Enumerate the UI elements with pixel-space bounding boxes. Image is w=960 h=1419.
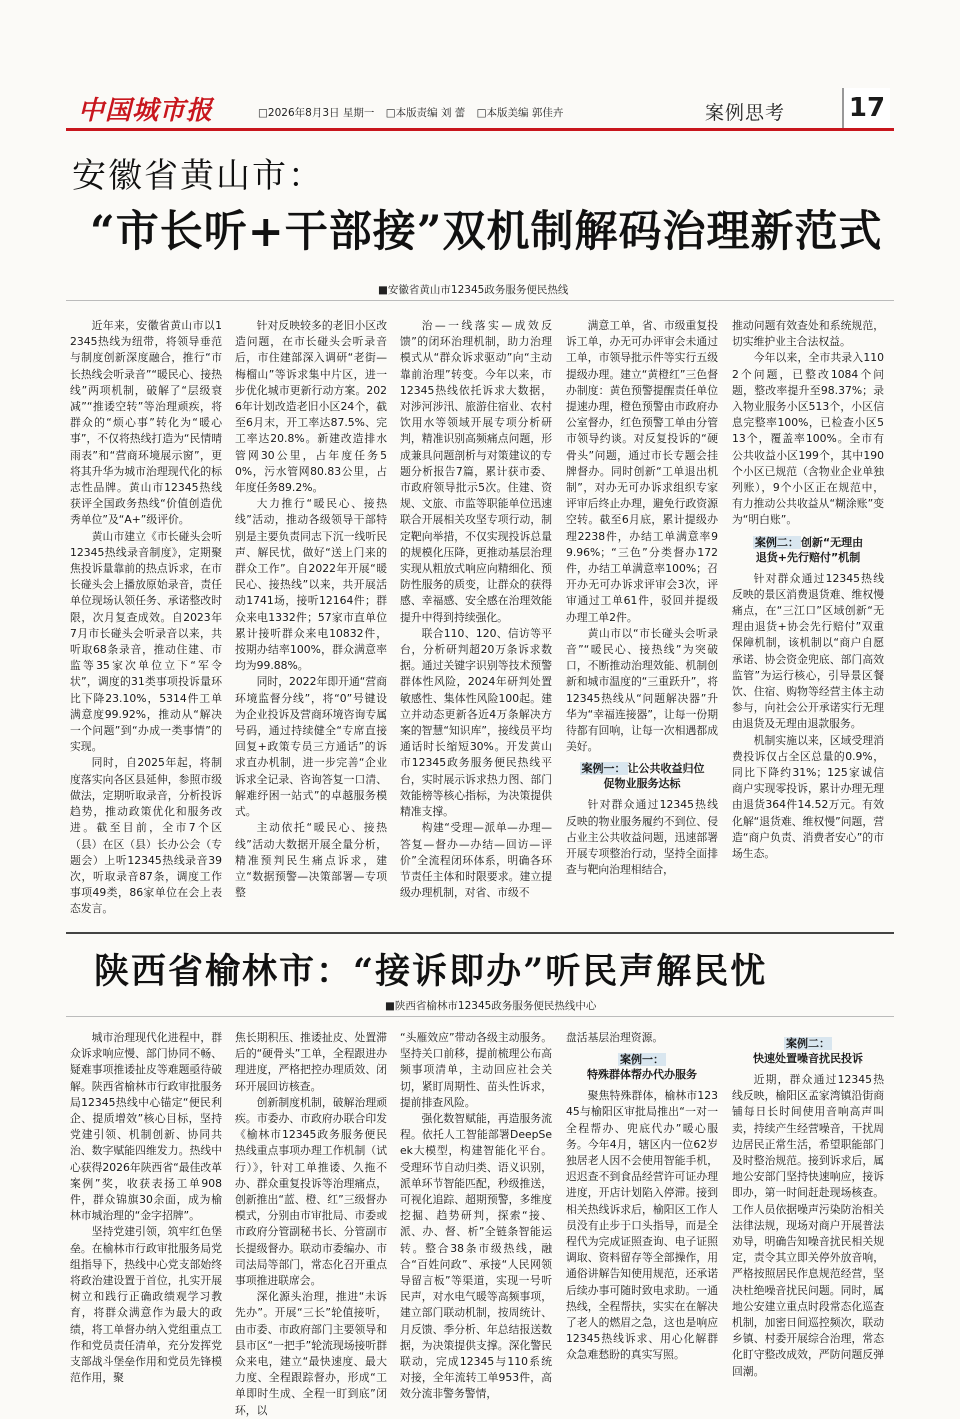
paragraph: 联合110、120、信访等平台，分析研判超20万条诉求数据。通过关键字识别等技术预警群体性风险，2024年研判处置敏感性、集体性风险100起。建立并动态更新各近4万条解决方案的智慧“知识库”，接线员平均通话时长缩短30%。开发黄山市12345政务服务便民热线平台，实时展示诉求热力图、部门效能榜等核心指标，为决策提供精准支撑。 [400,626,552,819]
article1-column-2 [235,318,387,923]
a2-case2-title: 快速处置噪音扰民投诉 [753,1052,863,1065]
paragraph: 构建“受理—派单—办理—答复—督办—办结—回访—评价”全流程闭环体系，明确各环节责任主体和时限要求。建立提级办理机制，对省、市级不 [400,821,552,900]
paragraph: 大力推行“暖民心、接热线”活动，推动各级领导干部特别是主要负责同志下沉一线听民声、解民忧，做好“送上门来的群众工作”。自2022年开展“暖民心、接热线”以来，共开展活动1741场，接听12164件；群众来电1332件；57家市直单位累计接听群众来电10832件，按期办结率100%，群众满意率均为99.88%。 [235,497,387,673]
paragraph: 深化源头治理，推进“未诉先办”。开展“三长”轮值接听，由市委、市政府部门主要领导和县市区“一把手”轮流现场接听群众来电，建立“最快速度、最大力度、全程跟踪督办，形成“工单即时生成、全程一盯到底”闭环，以 [235,1290,387,1417]
page-designer: □本版美编 郭佳卉 [476,107,564,119]
case1-title-b: 促物业服务达标 [603,777,681,791]
case2-title-a: 创新“无理由 [800,535,864,549]
paragraph: 推动问题有效查处和系统规范，切实维护业主合法权益。 [732,319,884,349]
case1-tag: 案例一： [581,762,626,776]
paragraph: 近期，群众通过12345热线反映，榆阳区孟家湾镇沿街商铺每日长时间使用音响高声叫卖，持续产生经营噪音，干扰周边居民正常生活，希望职能部门及时整治规范。接到诉求后，属地公安部门坚持快速响应，接诉即办，第一时间赶赴现场核查。工作人员依据噪声污染防治相关法律法规，现场对商户开展普法劝导，明确告知噪音扰民相关规定，责令其立即关停外放音响，严格按照居民作息规范经营，坚决杜绝噪音扰民问题。同时，属地公安建立重点时段常态化巡查机制，加密日间巡控频次，联动乡镇、村委开展综合治理，常态化盯守整改成效，严防问题反弹回潮。 [732,1073,884,1378]
article1-column-5 [732,318,884,923]
issue-date: □2026年8月3日 星期一 [258,107,375,119]
paragraph: 针对群众通过12345热线反映的物业服务履约不到位、侵占业主公共收益问题，迅速部署开展专项整治行动，坚持全面排查与靶向治理相结合， [566,798,718,877]
paragraph: 城市治理现代化进程中，群众诉求响应慢、部门协同不畅、疑难事项推诿扯皮等难题亟待破解。陕西省榆林市行政审批服务局12345热线中心锚定“便民利企、提质增效”核心目标，坚持党建引领、机制创新、协同共治、数字赋能四维发力。热线中心获得2026年陕西省“最佳改革案例”奖，收获表扬工单908件，群众锦旗30余面，成为榆林市城治理的“金字招牌”。 [70,1031,222,1223]
paragraph: “头雁效应”带动各级主动服务。坚持关口前移，提前梳理公布高频事项清单，主动回应社会关切，紧盯周期性、苗头性诉求，提前排查风险。 [400,1031,552,1109]
article2-headline: 陕西省榆林市：“接诉即办”听民声解民忧 [94,951,768,992]
paragraph: 治—一线落实—成效反馈”的闭环治理机制，助力治理模式从“群众诉求驱动”向“主动靠前治理”转变。今年以来，市12345热线依托诉求大数据，对涉河涉汛、旅游住宿业、农村饮用水等领域开展专项分析研判，精准识别高频痛点问题，形成兼具问题剖析与对策建议的专题分析报告7篇，累计获市委、市政府领导批示5次。住建、资规、文旅、市监等职能单位迅速联合开展相关攻坚专项行动，制定靶向举措，不仅实现投诉总量的规模化压降，更推动基层治理实现从粗放式响应向精细化、预防性服务的质变，让群众的获得感、幸福感、安全感在治理效能提升中得到持续强化。 [400,319,552,624]
newspaper-logo: 中国城市报 [78,96,214,126]
section-title: 案例思考 [705,102,786,124]
paragraph: 黄山市建立《市长碰头会听12345热线录音制度》，定期聚焦投诉量靠前的热点诉求，在市长碰头会上播放原始录音，责任单位现场认领任务、承诺整改时限，次月复查成效。自2023年7月市长碰头会听录音以来，共听取68条录音，推动住建、市监等35家次单位立下“军令状”，调度的31类事项投诉量环比下降23.10%，5314件工单满意度99.92%，推动从“解决一个问题”到“办成一类事情”的实现。 [70,529,222,754]
article-divider [66,932,894,934]
page-number: 17 [842,88,890,128]
paragraph: 主动依托“暖民心、接热线”活动大数据开展全量分析，精准预判民生痛点诉求，建立“数据预警—决策部署—专项整 [235,821,387,900]
article1-column-1 [70,318,222,923]
paragraph: 今年以来，全市共录入1102个问题，已整改1084个问题，整改率提升至98.37%；录入物业服务小区513个，小区信息完整率100%，已检查小区513个，覆盖率100%。全市有公共收益小区199个，其中190个小区已规范（含物业企业单独列账），9个小区正在规范中，有力推动公共收益从“糊涂账”变为“明白账”。 [732,351,884,527]
article1-column-3 [400,318,552,923]
paragraph: 同时，自2025年起，将制度落实向各区县延伸，参照市级做法，定期听取录音，分析投诉趋势，推动政策优化和服务改进。截至目前，全市7个区（县）在区（县）长办公会（专题会）上听12345热线录音39次，听取录音87条，调度工作事项49类，86家单位在会上表态发言。 [70,756,222,916]
paragraph: 机制实施以来，区域受理消费投诉仅占全区总量的0.9%，同比下降约31%；125家诚信商户实现零投诉，累计办理无理由退货364件14.52万元。有效化解“退货难、维权慢”问题，营造“商户负责、消费者安心”的市场生态。 [732,733,884,861]
article1-kicker: 安徽省黄山市： [72,156,324,196]
paragraph: 焦长期积压、推诿扯皮、处置滞后的“硬骨头”工单，全程跟进办理进度，严格把控办理质效、闭环开展回访核查。 [235,1031,387,1093]
article1-column-4 [566,318,718,923]
a2-case2-tag: 案例二： [786,1037,830,1050]
paragraph: 针对群众通过12345热线反映的景区消费退货难、维权慢痛点，在“三江口”区域创新“无理由退货+协会先行赔付”双重保障机制，该机制以“商户自愿承诺、协会资金兜底、部门高效监管”为运行核心，引导景区餐饮、住宿、购物等经营主体主动参与，向社会公开承诺实行无理由退货及无理由退款服务。 [732,571,884,731]
article2-byline: ■陕西省榆林市12345政务服务便民热线中心 [385,1000,597,1012]
paragraph: 同时，2022年即开通“营商环境监督分线”，将“0”号键设为企业投诉及营商环境咨询专属号码，通过持续健全“专席直接回复+政策专员三方通话”的诉求直办机制，进一步完善“企业诉求全记录、咨询答复一口清、解难纾困一站式”的卓越服务模式。 [235,675,387,819]
page-editor: □本版责编 刘 蕾 [385,107,466,119]
issue-meta [258,105,571,120]
article2-column-5 [732,1030,884,1378]
paragraph: 盘活基层治理资源。 [566,1031,664,1044]
case2-title-b: 退货+先行赔付”机制 [755,550,861,564]
paragraph: 聚焦特殊群体，榆林市12345与榆阳区审批局推出“一对一全程帮办、兜底代办”暖心服务。今年4月，辖区内一位62岁独居老人因不会使用智能手机，迟迟查不到食品经营许可证办理进度，开店计划陷入停滞。接到相关热线诉求后，榆阳区工作人员没有止步于口头指导，而是全程代为完成证照查询、电子证照调取、资料留存等全部操作，用通俗讲解告知使用规范，还承诺后续办事可随时致电求助。一通热线，全程帮扶，实实在在解决了老人的燃眉之急，这也是响应12345热线诉求、用心化解群众急难愁盼的真实写照。 [566,1089,718,1362]
article2-column-4 [566,1030,718,1362]
paragraph: 针对反映较多的老旧小区改造问题，在市长碰头会听录音后，市住建部深入调研“老街—梅榴山”等诉求集中片区，进一步优化城市更新行动方案。2026年计划改造老旧小区24个，截至6月末，开工率达87.5%、完工率达20.8%。新建改造排水管网30公里，占年度任务50%，污水管网80.83公里，占年度任务89.2%。 [235,319,387,495]
case2-subheading [732,535,884,565]
masthead [0,0,960,130]
case1-subheading [566,761,718,791]
paragraph: 黄山市以“市长碰头会听录音”“暖民心、接热线”为突破口，不断推动治理效能、机制创新和城市温度的“三重跃升”，将12345热线从“问题解决器”升华为“幸福连接器”，让每一份期待都有回响，让每一次相遇都成美好。 [566,626,718,754]
case1-title-a: 让公共收益归位 [627,762,705,776]
a2-case1-title: 特殊群体帮办代办服务 [587,1068,697,1082]
article2-column-1 [70,1030,222,1385]
paragraph: 满意工单，省、市级重复投诉工单，办无可办评审会未通过工单，市领导批示件等实行五级提级办理。建立“黄橙红”三色督办制度：黄色预警提醒责任单位提速办理，橙色预警由市政府办公室督办，红色预警工单由分管市领导约谈。对反复投诉的“硬骨头”问题，通过市长专题会挂牌督办。同时创新“工单退出机制”，对办无可办诉求组织专家评审后终止办理，避免行政资源空转。截至6月底，累计提级办理2238件，办结工单满意率99.96%；“三色”分类督办172件，办结工单满意率100%；召开办无可办诉求评审会3次，评审通过工单61件，驳回并提级办理工单2件。 [566,319,718,624]
a2-case1-tag: 案例一： [620,1053,664,1067]
article2-column-2 [235,1030,387,1417]
article2-divider [66,1016,894,1017]
paragraph: 近年来，安徽省黄山市以12345热线为纽带，将领导垂范与制度创新深度融合，推行“市长热线会听录音”“暖民心、接热线”两项机制，破解了“层级衰减”“推诿空转”等治理顽疾，将群众的“烦心事”转化为“暖心事”，不仅将热线打造为“民情晴雨表”和“营商环境展示窗”，更将其升华为城市治理现代化的标志性品牌。黄山市12345热线获评全国政务热线“价值创造优秀单位”及“A+”级评价。 [70,319,222,527]
paragraph: 强化数智赋能，再造服务流程。依托人工智能部署DeepSeek大模型，构建智能化平台。受理环节自动归类、语义识别，派单环节智能匹配，秒级推送，可视化追踪、超期预警，多维度挖掘、趋势研判，探索“接、派、办、督、析”全链条智能运转。整合38条市级热线，融合“百姓问政”、承接“人民网领导留言板”等渠道，实现一号听民声，对水电气暖等高频事项，建立部门联动机制，按周统计、月反馈、季分析、年总结报送数据，为决策提供支撑。深化警民联动，完成12345与110系统对接，全年流转工单953件，高效分流非警务警情， [400,1112,552,1401]
article2-column-3 [400,1030,552,1401]
paragraph: 创新制度机制，破解治理顽疾。市委办、市政府办联合印发《榆林市12345政务服务便民热线重点事项办理工作机制（试行）》，针对工单推诿、久拖不办、群众重复投诉等治理痛点，创新推出“蓝、橙、红”三级督办模式，分别由市审批局、市委或市政府分管副秘书长、分管副市长提级督办。联动市委编办、市司法局等部门，常态化召开重点事项推进联席会。 [235,1095,387,1288]
a2-case1-subheading [566,1052,718,1082]
article1-headline: “市长听+干部接”双机制解码治理新范式 [90,207,883,257]
article1-divider [66,300,894,301]
masthead-divider [66,128,894,131]
case2-tag: 案例二： [754,535,799,549]
article1-byline: ■安徽省黄山市12345政务服务便民热线 [378,284,569,296]
paragraph: 坚持党建引领，筑牢红色堡垒。在榆林市行政审批服务局党组指导下，热线中心党支部始终将政治建设置于首位，扎实开展树立和践行正确政绩观学习教育，将群众满意作为最大的政绩，将工单督办纳入党组重点工作和党员责任清单，充分发挥党支部战斗堡垒作用和党员先锋模范作用，聚 [70,1225,222,1385]
a2-case2-subheading [732,1036,884,1066]
